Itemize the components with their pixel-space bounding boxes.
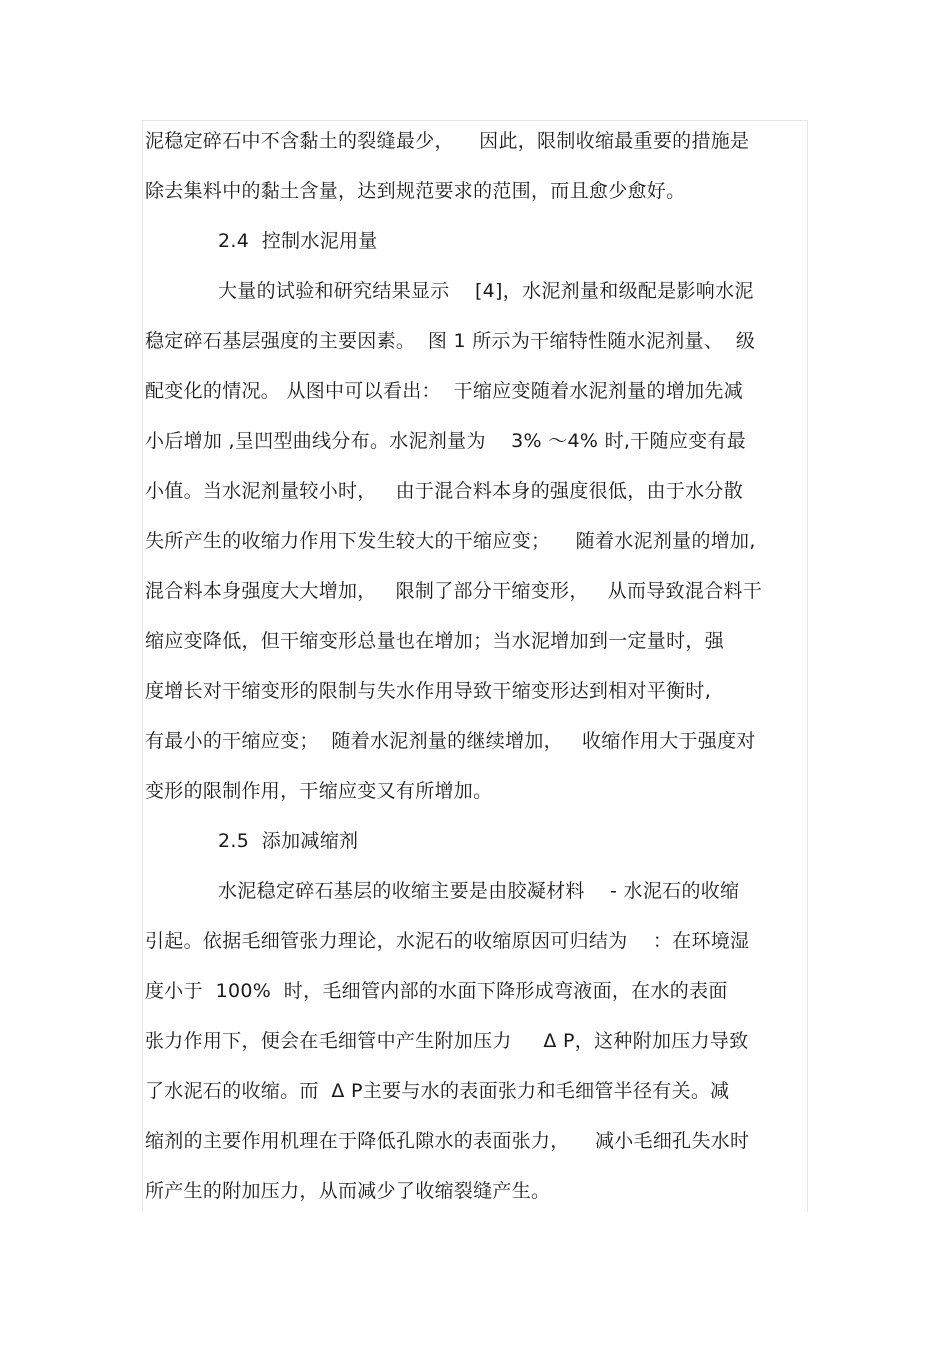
text-line: 稳定碎石基层强度的主要因素。 图 1 所示为干缩特性随水泥剂量、 级: [145, 330, 756, 352]
text-line: 有最小的干缩应变； 随着水泥剂量的继续增加， 收缩作用大于强度对: [145, 730, 756, 752]
text-line: 度增长对干缩变形的限制与失水作用导致干缩变形达到相对平衡时,: [145, 680, 712, 702]
paragraph-start: 大量的试验和研究结果显示 [4]，水泥剂量和级配是影响水泥: [218, 280, 754, 302]
text-line: 小值。当水泥剂量较小时， 由于混合料本身的强度很低，由于水分散: [145, 480, 744, 502]
section-heading-2-5: 2.5 添加减缩剂: [218, 830, 359, 852]
text-line: 混合料本身强度大大增加， 限制了部分干缩变形， 从而导致混合料干: [145, 580, 763, 602]
text-line: 引起。依据毛细管张力理论，水泥石的收缩原因可归结为 ：在环境湿: [145, 930, 750, 952]
text-line: 所产生的附加压力，从而减少了收缩裂缝产生。: [145, 1180, 551, 1202]
text-line: 度小于 100% 时，毛细管内部的水面下降形成弯液面，在水的表面: [145, 980, 728, 1002]
page-border-top: [142, 120, 808, 121]
text-line: 缩应变降低，但干缩变形总量也在增加；当水泥增加到一定量时，强: [145, 630, 725, 652]
text-line: 配变化的情况。 从图中可以看出： 干缩应变随着水泥剂量的增加先减: [145, 380, 744, 402]
page-border-left: [142, 120, 143, 1212]
text-line: 小后增加 ,呈凹型曲线分布。水泥剂量为 3% ～4% 时,干随应变有最: [145, 430, 747, 452]
text-line: 缩剂的主要作用机理在于降低孔隙水的表面张力， 减小毛细孔失水时: [145, 1130, 750, 1152]
section-heading-2-4: 2.4 控制水泥用量: [218, 230, 378, 252]
text-line: 了水泥石的收缩。而 Δ P主要与水的表面张力和毛细管半径有关。减: [145, 1080, 730, 1102]
paragraph-start: 水泥稳定碎石基层的收缩主要是由胶凝材料 - 水泥石的收缩: [218, 880, 740, 902]
text-line: 失所产生的收缩力作用下发生较大的干缩应变； 随着水泥剂量的增加,: [145, 530, 756, 552]
text-line: 泥稳定碎石中不含黏土的裂缝最少， 因此，限制收缩最重要的措施是: [145, 130, 750, 152]
text-line: 变形的限制作用，干缩应变又有所增加。: [145, 780, 493, 802]
text-line: 张力作用下，便会在毛细管中产生附加压力 Δ P，这种附加压力导致: [145, 1030, 749, 1052]
text-line: 除去集料中的黏土含量，达到规范要求的范围，而且愈少愈好。: [145, 180, 686, 202]
page-border-right: [807, 120, 808, 1212]
